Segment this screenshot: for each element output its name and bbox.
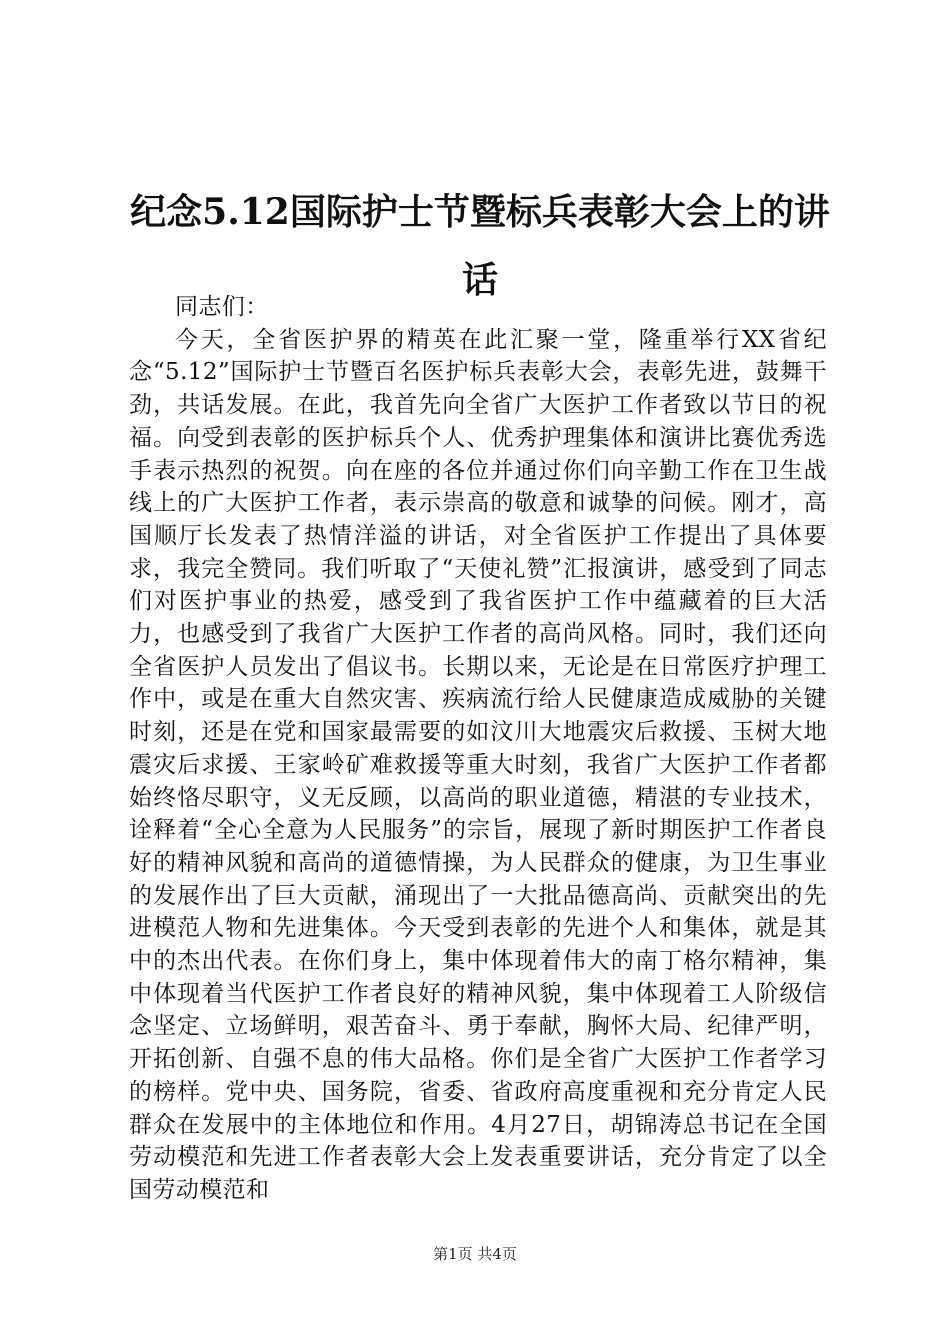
page-number: 第1页 共4页 — [433, 1245, 517, 1263]
body-paragraph: 今天，全省医护界的精英在此汇聚一堂，隆重举行XX省纪念“5.12”国际护士节暨百名医护标兵表彰大会，表彰先进，鼓舞干劲，共话发展。在此，我首先向全省广大医护工作者致以节日的祝福。向受到表彰的医护标兵个人、优秀护理集体和演讲比赛优秀选手表示热烈的祝贺。向在座的各位并通过你们向辛勤工作在卫生战线上的广大医护工作者，表示崇高的敬意和诚挚的问候。刚才，高国顺厅长发表了热情洋溢的讲话，对全省医护工作提出了具体要求，我完全赞同。我们听取了“天使礼赞”汇报演讲，感受到了同志们对医护事业的热爱，感受到了我省医护工作中蕴藏着的巨大活力，也感受到了我省广大医护工作者的高尚风格。同时，我们还向全省医护人员发出了倡议书。长期以来，无论是在日常医疗护理工作中，或是在重大自然灾害、疾病流行给人民健康造成威胁的关键时刻，还是在党和国家最需要的如汶川大地震灾后救援、玉树大地震灾后求援、王家岭矿难救援等重大时刻，我省广大医护工作者都始终恪尽职守，义无反顾，以高尚的职业道德，精湛的专业技术，诠释着“全心全意为人民服务”的宗旨，展现了新时期医护工作者良好的精神风貌和高尚的道德情操，为人民群众的健康，为卫生事业的发展作出了巨大贡献，涌现出了一大批品德高尚、贡献突出的先进模范人物和先进集体。今天受到表彰的先进个人和集体，就是其中的杰出代表。在你们身上，集中体现着伟大的南丁格尔精神，集中体现着当代医护工作者良好的精神风貌，集中体现着工人阶级信念坚定、立场鲜明，艰苦奋斗、勇于奉献，胸怀大局、纪律严明，开拓创新、自强不息的伟大品格。你们是全省广大医护工作者学习的榜样。党中央、国务院，省委、省政府高度重视和充分肯定人民群众在发展中的主体地位和作用。4月27日，胡锦涛总书记在全国劳动模范和先进工作者表彰大会上发表重要讲话，充分肯定了以全国劳动模范和 — [129, 326, 827, 1203]
document-title: 纪念5.12国际护士节暨标兵表彰大会上的讲话 — [130, 191, 830, 301]
document-body — [129, 291, 827, 1207]
salutation: 同志们： — [175, 294, 269, 320]
